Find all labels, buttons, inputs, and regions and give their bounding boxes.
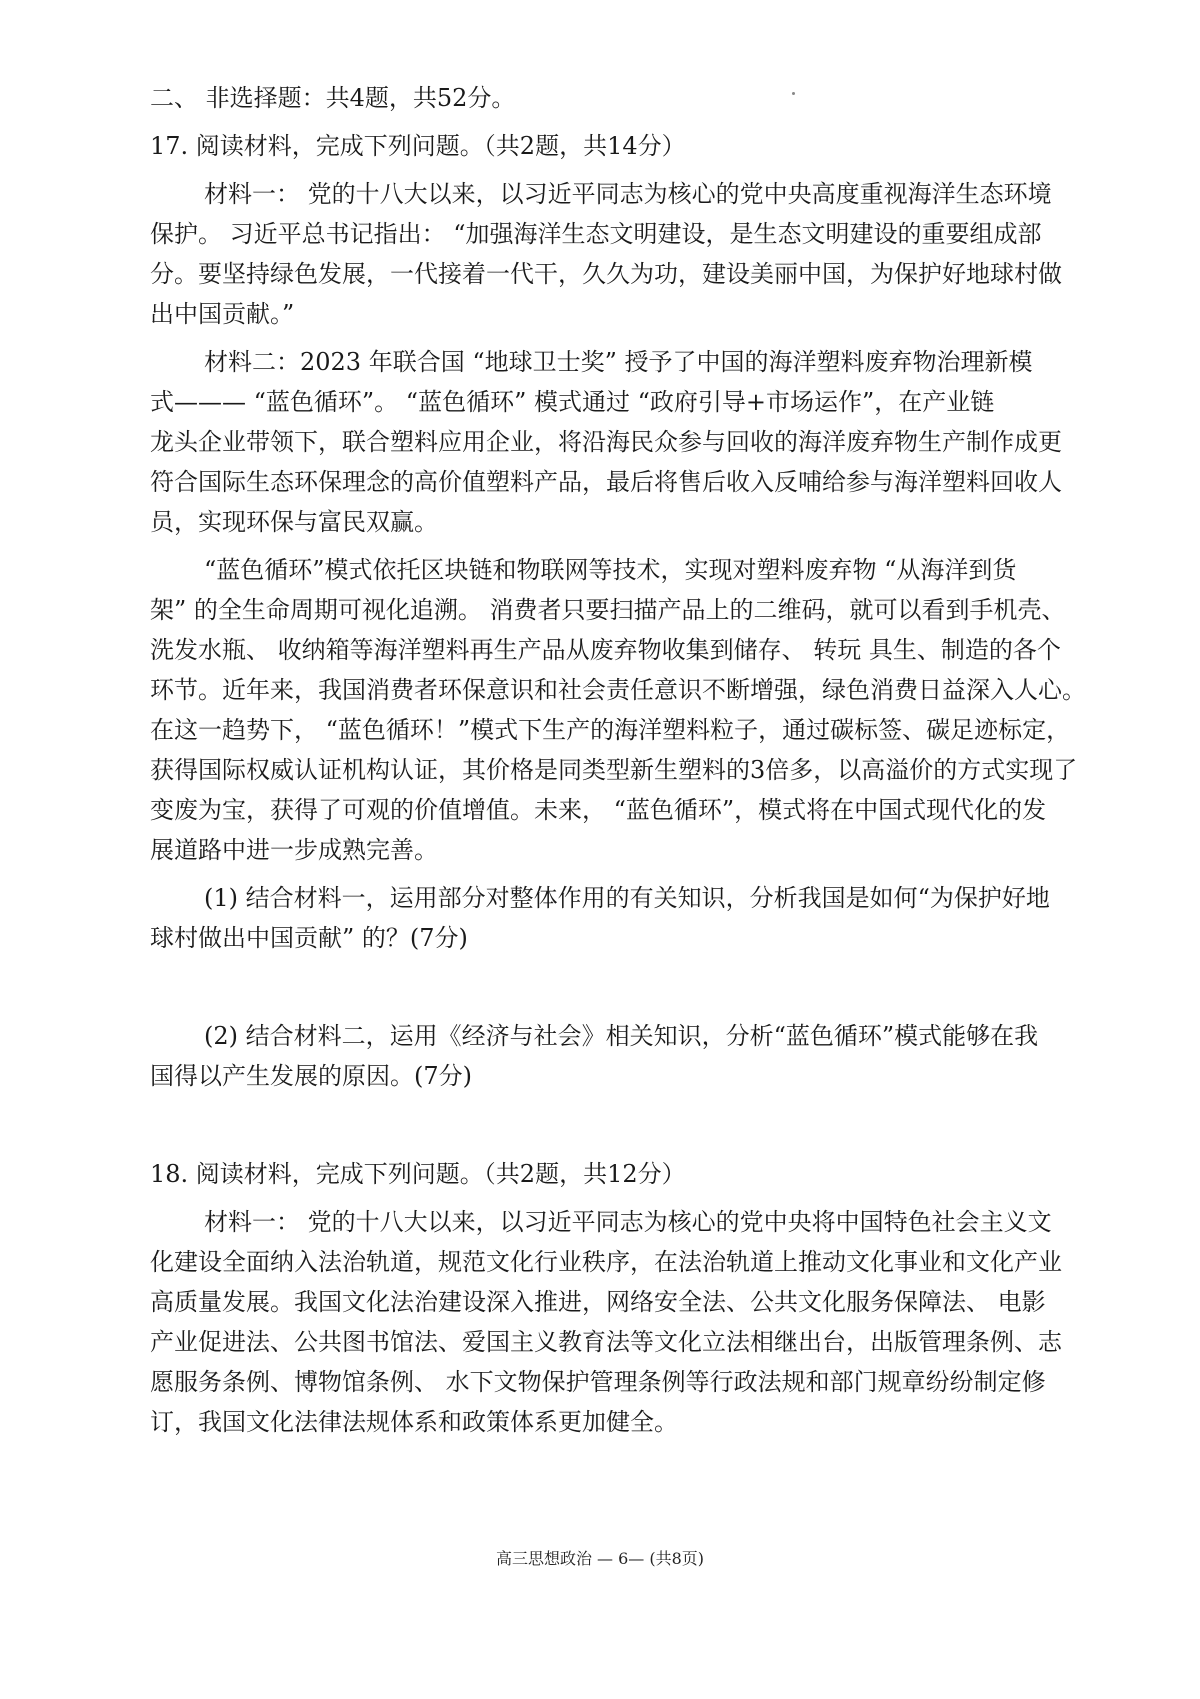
q17-material-2	[150, 342, 1090, 542]
text-line: 材料二：2023 年联合国 “地球卫士奖” 授予了中国的海洋塑料废弃物治理新模	[204, 348, 1033, 376]
text-line: 产业促进法、公共图书馆法、爱国主义教育法等文化立法相继出台，出版管理条例、志	[150, 1328, 1062, 1356]
text-line: 分。要坚持绿色发展，一代接着一代干，久久为功，建设美丽中国，为保护好地球村做	[150, 260, 1062, 288]
text-line: 在这一趋势下， “蓝色循环！”模式下生产的海洋塑料粒子，通过碳标签、碳足迹标定，	[150, 716, 1071, 744]
page-footer: 高三思想政治 — 6— (共8页)	[495, 1549, 705, 1568]
text-line: 龙头企业带领下，联合塑料应用企业，将沿海民众参与回收的海洋废弃物生产制作成更	[150, 428, 1062, 456]
text-line: 环节。近年来，我国消费者环保意识和社会责任意识不断增强，绿色消费日益深入人心。	[150, 676, 1086, 704]
text-line: “蓝色循环”模式依托区块链和物联网等技术，实现对塑料废弃物 “从海洋到货	[204, 556, 1017, 584]
text-line: 国得以产生发展的原因。(7分)	[150, 1062, 472, 1090]
text-line: (2) 结合材料二，运用《经济与社会》相关知识，分析“蓝色循环”模式能够在我	[204, 1022, 1039, 1050]
text-line: (1) 结合材料一，运用部分对整体作用的有关知识，分析我国是如何“为保护好地	[204, 884, 1050, 912]
q17-material-1	[150, 174, 1090, 334]
text-line: 式——— “蓝色循环”。 “蓝色循环” 模式通过 “政府引导+市场运作”，在产业链	[150, 388, 995, 416]
text-line: 保护。 习近平总书记指出： “加强海洋生态文明建设，是生态文明建设的重要组成部	[150, 220, 1042, 248]
text-line: 高质量发展。我国文化法治建设深入推进，网络安全法、公共文化服务保障法、 电影	[150, 1288, 1046, 1316]
text-line: 架” 的全生命周期可视化追溯。 消费者只要扫描产品上的二维码，就可以看到手机壳、	[150, 596, 1066, 624]
text-line: 愿服务条例、博物馆条例、 水下文物保护管理条例等行政法规和部门规章纷纷制定修	[150, 1368, 1046, 1396]
answer-space	[150, 958, 1090, 1016]
text-line: 洗发水瓶、 收纳箱等海洋塑料再生产品从废弃物收集到储存、 转玩 具生、制造的各个	[150, 636, 1061, 664]
text-line: 获得国际权威认证机构认证，其价格是同类型新生塑料的3倍多，以高溢价的方式实现了	[150, 756, 1078, 784]
q18-header: 18. 阅读材料，完成下列问题。（共2题，共12分）	[150, 1160, 686, 1188]
q17-header: 17. 阅读材料，完成下列问题。（共2题，共14分）	[150, 132, 686, 160]
q17-material-2-cont	[150, 550, 1090, 870]
text-line: 材料一： 党的十八大以来，以习近平同志为核心的党中央将中国特色社会主义文	[204, 1208, 1052, 1236]
text-line: 订，我国文化法律法规体系和政策体系更加健全。	[150, 1408, 678, 1436]
text-line: 展道路中进一步成熟完善。	[150, 836, 438, 864]
text-line: 化建设全面纳入法治轨道，规范文化行业秩序，在法治轨道上推动文化事业和文化产业	[150, 1248, 1062, 1276]
text-line: 出中国贡献。”	[150, 300, 295, 328]
section-heading: 二、 非选择题：共4题，共52分。	[150, 84, 516, 112]
answer-space	[150, 1096, 1090, 1154]
text-line: 材料一： 党的十八大以来，以习近平同志为核心的党中央高度重视海洋生态环境	[204, 180, 1052, 208]
q17-subquestion-2	[150, 1016, 1090, 1096]
q17-subquestion-1	[150, 878, 1090, 958]
text-line: 符合国际生态环保理念的高价值塑料产品，最后将售后收入反哺给参与海洋塑料回收人	[150, 468, 1062, 496]
text-line: 球村做出中国贡献” 的？(7分)	[150, 924, 468, 952]
q18-material-1	[150, 1202, 1090, 1442]
text-line: 员，实现环保与富民双赢。	[150, 508, 438, 536]
text-line: 变废为宝，获得了可观的价值增值。未来， “蓝色循环”，模式将在中国式现代化的发	[150, 796, 1047, 824]
exam-page	[150, 78, 1090, 1442]
